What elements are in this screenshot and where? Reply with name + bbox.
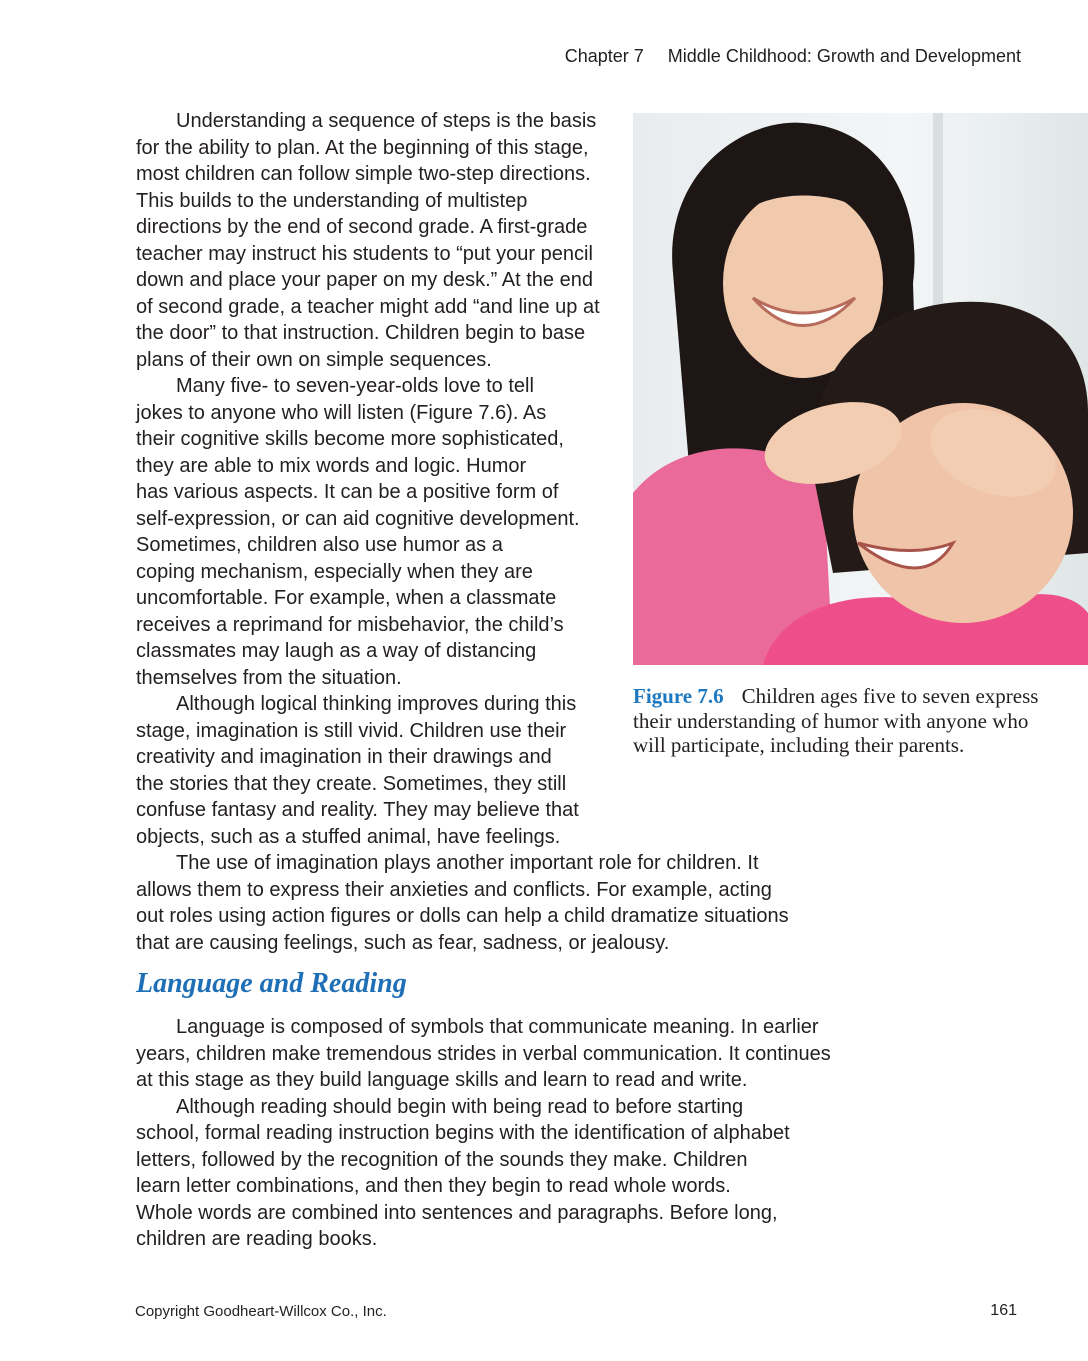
paragraph-line: teacher may instruct his students to “put your pencil xyxy=(136,242,593,265)
figure-photo xyxy=(633,113,1088,665)
paragraph-line: the door” to that instruction. Children begin to base xyxy=(136,322,586,344)
paragraph-line: jokes to anyone who will listen (Figure 7.6). As xyxy=(136,401,547,424)
paragraph-line: Although logical thinking improves during this xyxy=(176,693,577,715)
paragraph-line: plans of their own on simple sequences. xyxy=(136,348,492,371)
paragraph-line: most children can follow simple two-step directions. xyxy=(136,163,591,185)
figure-label: Figure 7.6 xyxy=(633,684,724,708)
paragraph-line: uncomfortable. For example, when a classmate xyxy=(136,587,557,609)
paragraph-line: confuse fantasy and reality. They may believe that xyxy=(136,799,579,821)
page-number: 161 xyxy=(990,1302,1017,1319)
paragraph-line: of second grade, a teacher might add “and line up at xyxy=(136,295,600,318)
paragraph-line: for the ability to plan. At the beginning of this stage, xyxy=(136,136,589,159)
paragraph-line: letters, followed by the recognition of the sounds they make. Children xyxy=(136,1148,748,1171)
section-heading: Language and Reading xyxy=(136,968,407,999)
copyright: Copyright Goodheart-Willcox Co., Inc. xyxy=(135,1303,387,1320)
paragraph-line: they are able to mix words and logic. Humor xyxy=(136,454,527,477)
paragraph-line: years, children make tremendous strides in verbal communication. It continues xyxy=(136,1042,831,1065)
paragraph-line: allows them to express their anxieties and conflicts. For example, acting xyxy=(136,878,772,901)
paragraph-line: down and place your paper on my desk.” At the end xyxy=(136,269,593,291)
paragraph-line: that are causing feelings, such as fear, sadness, or jealousy. xyxy=(136,931,670,954)
body-text-bottom xyxy=(136,1014,831,1253)
paragraph-line: receives a reprimand for misbehavior, the child’s xyxy=(136,613,564,636)
paragraph-line: self-expression, or can aid cognitive development. xyxy=(136,507,580,530)
paragraph-line: children are reading books. xyxy=(136,1228,378,1250)
paragraph-line: stage, imagination is still vivid. Children use their xyxy=(136,719,567,742)
paragraph-line: has various aspects. It can be a positive form of xyxy=(136,481,559,503)
paragraph-line: creativity and imagination in their drawings and xyxy=(136,746,552,768)
figure-caption-text: Children ages five to seven express their understanding of humor with anyone who will participate, including their parents. xyxy=(633,684,1039,757)
paragraph-line: classmates may laugh as a way of distancing xyxy=(136,640,537,662)
paragraph-line: coping mechanism, especially when they are xyxy=(136,560,533,583)
paragraph-line: learn letter combinations, and then they begin to read whole words. xyxy=(136,1175,731,1197)
paragraph-line: Whole words are combined into sentences and paragraphs. Before long, xyxy=(136,1201,778,1224)
paragraph-line: Although reading should begin with being read to before starting xyxy=(176,1095,744,1118)
paragraph-line: This builds to the understanding of multistep xyxy=(136,189,528,212)
running-header xyxy=(541,46,1021,67)
paragraph-line: the stories that they create. Sometimes, they still xyxy=(136,772,567,795)
paragraph-line: Understanding a sequence of steps is the basis xyxy=(176,110,597,132)
paragraph-line: Sometimes, children also use humor as a xyxy=(136,534,503,556)
chapter-title: Middle Childhood: Growth and Development xyxy=(667,46,1021,66)
paragraph-line: themselves from the situation. xyxy=(136,666,402,689)
paragraph-line: at this stage as they build language skills and learn to read and write. xyxy=(136,1069,748,1091)
paragraph-line: The use of imagination plays another important role for children. It xyxy=(176,852,759,874)
paragraph-line: directions by the end of second grade. A first-grade xyxy=(136,216,588,238)
paragraph-line: Language is composed of symbols that communicate meaning. In earlier xyxy=(176,1016,819,1038)
paragraph-line: out roles using action figures or dolls can help a child dramatize situations xyxy=(136,905,789,927)
paragraph-line: Many five- to seven-year-olds love to tell xyxy=(176,375,534,397)
figure-caption xyxy=(633,684,1053,758)
chapter-label: Chapter 7 xyxy=(564,46,644,66)
paragraph-line: their cognitive skills become more sophisticated, xyxy=(136,428,564,450)
paragraph-line: objects, such as a stuffed animal, have feelings. xyxy=(136,825,561,848)
paragraph-line: school, formal reading instruction begins with the identification of alphabet xyxy=(136,1122,790,1144)
